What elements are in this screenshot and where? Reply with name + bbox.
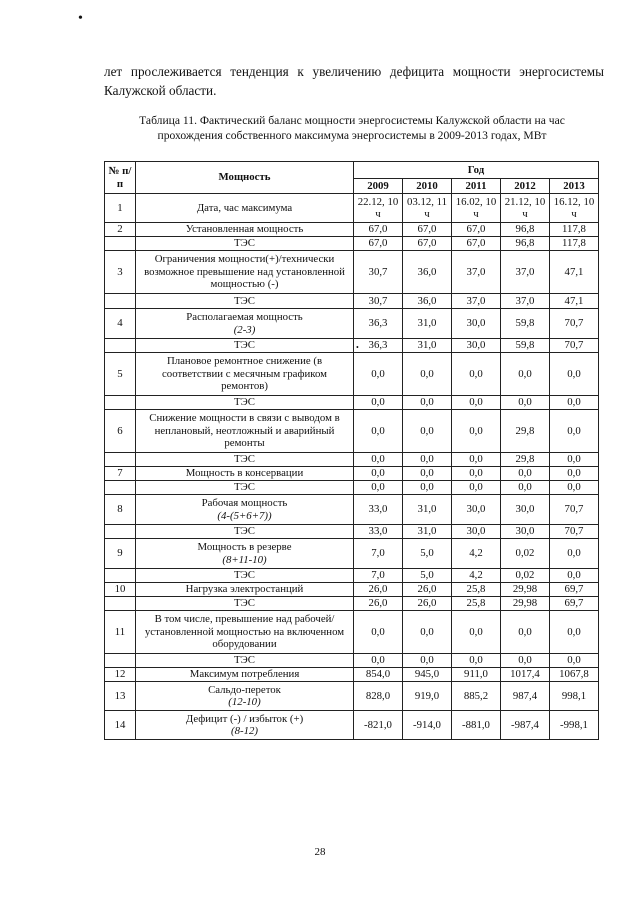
value-cell: 998,1 <box>550 682 599 711</box>
row-formula: (12-10) <box>228 696 261 708</box>
row-label: Максимум потребления <box>189 668 300 681</box>
row-label: Снижение мощности в связи с выводом в неплановый, неотложный и аварийный ремонты <box>149 412 340 450</box>
value-cell: 4,2 <box>452 569 501 583</box>
row-number-cell <box>105 237 136 251</box>
value-cell: 21.12, 10 ч <box>501 194 550 223</box>
value-cell: 47,1 <box>550 251 599 294</box>
value-cell: 0,0 <box>403 396 452 410</box>
row-label: ТЭС <box>234 525 255 538</box>
value-cell: 0,0 <box>550 396 599 410</box>
value-cell: 26,0 <box>403 597 452 611</box>
header-year: 2009 <box>354 179 403 194</box>
value-cell: 30,0 <box>452 309 501 339</box>
row-label: Плановое ремонтное снижение (в соответствии с месячным графиком ремонтов) <box>162 355 327 393</box>
row-number-cell <box>105 654 136 668</box>
row-label: Дефицит (-) / избыток (+) <box>185 712 304 725</box>
row-label-cell <box>136 654 354 668</box>
value-cell: 29,8 <box>501 453 550 467</box>
value-cell: 67,0 <box>354 237 403 251</box>
row-label-cell <box>136 410 354 453</box>
table-row <box>105 668 599 682</box>
row-label: ТЭС <box>234 453 255 466</box>
value-cell: 911,0 <box>452 668 501 682</box>
table-row <box>105 711 599 740</box>
value-cell: 885,2 <box>452 682 501 711</box>
value-cell: 36,0 <box>403 294 452 309</box>
value-cell: 70,7 <box>550 495 599 525</box>
row-label: Дата, час максимума <box>196 201 293 214</box>
table-row <box>105 611 599 654</box>
value-cell: 47,1 <box>550 294 599 309</box>
value-cell: 37,0 <box>501 294 550 309</box>
row-number-cell: 10 <box>105 583 136 597</box>
value-cell: -881,0 <box>452 711 501 740</box>
value-cell: 36,0 <box>403 251 452 294</box>
row-label: ТЭС <box>234 339 255 352</box>
value-cell: 0,0 <box>550 410 599 453</box>
table-row <box>105 597 599 611</box>
row-label-cell <box>136 353 354 396</box>
value-cell: 31,0 <box>403 309 452 339</box>
value-cell: 0,0 <box>452 353 501 396</box>
value-cell: 26,0 <box>403 583 452 597</box>
value-cell: 0,0 <box>501 353 550 396</box>
value-cell: 0,0 <box>403 654 452 668</box>
value-cell: 33,0 <box>354 495 403 525</box>
value-cell: 5,0 <box>403 539 452 569</box>
value-cell: 7,0 <box>354 539 403 569</box>
table-row <box>105 525 599 539</box>
value-cell: 16.02, 10 ч <box>452 194 501 223</box>
value-cell: 0,0 <box>452 611 501 654</box>
row-label-cell <box>136 525 354 539</box>
row-label: Сальдо-переток <box>208 683 281 696</box>
value-cell: 0,0 <box>403 453 452 467</box>
row-number-cell: 11 <box>105 611 136 654</box>
value-cell: 0,0 <box>403 467 452 481</box>
value-cell: -987,4 <box>501 711 550 740</box>
header-num: № п/п <box>105 162 136 194</box>
row-number-cell: 7 <box>105 467 136 481</box>
value-cell: 31,0 <box>403 495 452 525</box>
value-cell: 0,0 <box>501 396 550 410</box>
value-cell: 7,0 <box>354 569 403 583</box>
value-cell: 0,0 <box>550 467 599 481</box>
row-label: Установленная мощность <box>185 223 304 236</box>
row-label-cell <box>136 495 354 525</box>
header-year-group: Год <box>354 162 599 179</box>
row-label: Нагрузка электростанций <box>185 583 304 596</box>
value-cell: 919,0 <box>403 682 452 711</box>
power-balance-table <box>104 161 599 740</box>
value-cell: 30,0 <box>501 495 550 525</box>
value-cell: 0,0 <box>550 453 599 467</box>
value-cell: 945,0 <box>403 668 452 682</box>
row-label: ТЭС <box>234 481 255 494</box>
row-label: ТЭС <box>234 237 255 250</box>
value-cell: 0,02 <box>501 539 550 569</box>
value-cell: 0,0 <box>452 410 501 453</box>
value-cell: 0,0 <box>354 353 403 396</box>
row-label-cell <box>136 569 354 583</box>
row-number-cell: 14 <box>105 711 136 740</box>
value-cell: 25,8 <box>452 597 501 611</box>
value-cell: 37,0 <box>452 294 501 309</box>
value-cell: 70,7 <box>550 309 599 339</box>
row-formula: (8+11-10) <box>222 553 267 566</box>
value-cell: 70,7 <box>550 339 599 353</box>
value-cell: 25,8 <box>452 583 501 597</box>
table-row <box>105 339 599 353</box>
table-row <box>105 453 599 467</box>
table-row <box>105 223 599 237</box>
row-label-cell <box>136 711 354 740</box>
value-cell: 30,0 <box>501 525 550 539</box>
value-cell: 0,02 <box>501 569 550 583</box>
row-label: Мощность в консервации <box>185 467 304 480</box>
value-cell: 117,8 <box>550 223 599 237</box>
value-cell: 0,0 <box>403 481 452 495</box>
row-number-cell: 6 <box>105 410 136 453</box>
row-label: Ограничения мощности(+)/технически возможное превышение над установленной мощностью (-) <box>144 253 345 291</box>
value-cell: 0,0 <box>550 539 599 569</box>
value-cell: 70,7 <box>550 525 599 539</box>
table-row <box>105 467 599 481</box>
value-cell: 30,0 <box>452 339 501 353</box>
row-label-cell <box>136 453 354 467</box>
row-label: В том числе, превышение над рабочей/установленной мощностью на включенном оборудовании <box>144 613 345 651</box>
row-label: ТЭС <box>234 396 255 409</box>
value-cell: 0,0 <box>550 569 599 583</box>
value-cell: 96,8 <box>501 237 550 251</box>
table-header <box>105 162 599 194</box>
value-cell: 854,0 <box>354 668 403 682</box>
value-cell: 0,0 <box>354 453 403 467</box>
row-number-cell <box>105 525 136 539</box>
value-cell: 0,0 <box>354 654 403 668</box>
value-cell: 0,0 <box>452 654 501 668</box>
value-cell: 96,8 <box>501 223 550 237</box>
value-cell: 29,98 <box>501 583 550 597</box>
value-cell: 0,0 <box>403 410 452 453</box>
row-number-cell <box>105 396 136 410</box>
value-cell: 0,0 <box>354 611 403 654</box>
value-cell: 5,0 <box>403 569 452 583</box>
row-formula: (8-12) <box>231 725 258 737</box>
value-cell: 16.12, 10 ч <box>550 194 599 223</box>
value-cell: 36,3 <box>354 339 403 353</box>
value-cell: 1067,8 <box>550 668 599 682</box>
row-label: Располагаемая мощность <box>186 311 303 323</box>
value-cell: 59,8 <box>501 339 550 353</box>
row-number-cell <box>105 453 136 467</box>
row-number-cell: 13 <box>105 682 136 711</box>
table-row <box>105 353 599 396</box>
value-cell: 0,0 <box>354 467 403 481</box>
row-label-cell <box>136 237 354 251</box>
table-row <box>105 396 599 410</box>
table-row <box>105 237 599 251</box>
value-cell: 0,0 <box>550 611 599 654</box>
value-cell: -998,1 <box>550 711 599 740</box>
value-cell: 33,0 <box>354 525 403 539</box>
row-label-cell <box>136 539 354 569</box>
table-row <box>105 194 599 223</box>
value-cell: 117,8 <box>550 237 599 251</box>
row-number-cell <box>105 569 136 583</box>
table-row <box>105 309 599 339</box>
row-label-cell <box>136 339 354 353</box>
bullet-mark: • <box>78 11 83 26</box>
value-cell: 0,0 <box>354 396 403 410</box>
row-label-cell <box>136 194 354 223</box>
value-cell: 67,0 <box>452 237 501 251</box>
value-cell: 31,0 <box>403 525 452 539</box>
value-cell: 0,0 <box>501 467 550 481</box>
header-year: 2012 <box>501 179 550 194</box>
row-label-cell <box>136 682 354 711</box>
row-label-cell <box>136 583 354 597</box>
row-label-cell <box>136 481 354 495</box>
row-label: Мощность в резерве <box>197 541 292 553</box>
row-number-cell <box>105 481 136 495</box>
row-label: ТЭС <box>234 597 255 610</box>
row-label-cell <box>136 597 354 611</box>
value-cell: 22.12, 10 ч <box>354 194 403 223</box>
row-number-cell <box>105 294 136 309</box>
row-formula: (4-(5+6+7)) <box>217 509 272 522</box>
page-number: 28 <box>314 846 326 858</box>
value-cell: 0,0 <box>403 353 452 396</box>
row-formula: (2-3) <box>233 323 256 336</box>
value-cell: 0,0 <box>501 654 550 668</box>
value-cell: 59,8 <box>501 309 550 339</box>
value-cell: 67,0 <box>354 223 403 237</box>
table-body <box>105 194 599 740</box>
value-cell: 0,0 <box>452 467 501 481</box>
row-number-cell: 5 <box>105 353 136 396</box>
value-cell: 29,98 <box>501 597 550 611</box>
row-number-cell <box>105 339 136 353</box>
row-number-cell: 2 <box>105 223 136 237</box>
table-row <box>105 654 599 668</box>
row-label-cell <box>136 223 354 237</box>
header-year: 2011 <box>452 179 501 194</box>
table-row <box>105 583 599 597</box>
value-cell: -914,0 <box>403 711 452 740</box>
value-cell: 26,0 <box>354 583 403 597</box>
row-label-cell <box>136 251 354 294</box>
scan-speck: • <box>356 343 359 352</box>
header-year: 2010 <box>403 179 452 194</box>
table-caption: Таблица 11. Фактический баланс мощности энергосистемы Калужской области на час прохождения собственного максимума энергосистемы в 2009-2013 годах, МВт <box>139 114 565 142</box>
value-cell: 26,0 <box>354 597 403 611</box>
row-number-cell: 1 <box>105 194 136 223</box>
value-cell: 69,7 <box>550 583 599 597</box>
row-label-cell <box>136 467 354 481</box>
table-row <box>105 495 599 525</box>
row-label-cell <box>136 309 354 339</box>
value-cell: 0,0 <box>550 654 599 668</box>
row-label: Рабочая мощность <box>201 497 288 509</box>
value-cell: 4,2 <box>452 539 501 569</box>
value-cell: 31,0 <box>403 339 452 353</box>
value-cell: 0,0 <box>403 611 452 654</box>
value-cell: 03.12, 11 ч <box>403 194 452 223</box>
row-number-cell: 9 <box>105 539 136 569</box>
value-cell: 37,0 <box>501 251 550 294</box>
row-label: ТЭС <box>234 654 255 667</box>
table-row <box>105 251 599 294</box>
value-cell: 0,0 <box>550 481 599 495</box>
value-cell: 30,0 <box>452 525 501 539</box>
value-cell: 67,0 <box>403 223 452 237</box>
value-cell: 0,0 <box>452 481 501 495</box>
value-cell: 36,3 <box>354 309 403 339</box>
value-cell: -821,0 <box>354 711 403 740</box>
row-label-cell <box>136 611 354 654</box>
value-cell: 37,0 <box>452 251 501 294</box>
value-cell: 30,7 <box>354 294 403 309</box>
row-label: ТЭС <box>234 294 255 307</box>
table-row <box>105 481 599 495</box>
row-number-cell: 3 <box>105 251 136 294</box>
value-cell: 29,8 <box>501 410 550 453</box>
value-cell: 30,0 <box>452 495 501 525</box>
value-cell: 0,0 <box>452 396 501 410</box>
value-cell: 1017,4 <box>501 668 550 682</box>
value-cell: 30,7 <box>354 251 403 294</box>
row-label-cell <box>136 294 354 309</box>
table-row <box>105 294 599 309</box>
value-cell: 828,0 <box>354 682 403 711</box>
table-row <box>105 682 599 711</box>
value-cell: 67,0 <box>452 223 501 237</box>
header-power: Мощность <box>136 162 354 194</box>
row-label: ТЭС <box>234 569 255 582</box>
value-cell: 0,0 <box>354 481 403 495</box>
value-cell: 67,0 <box>403 237 452 251</box>
header-year: 2013 <box>550 179 599 194</box>
table-row <box>105 410 599 453</box>
intro-paragraph: лет прослеживается тенденция к увеличению дефицита мощности энергосистемы Калужской области. <box>104 64 604 98</box>
value-cell: 987,4 <box>501 682 550 711</box>
row-label-cell <box>136 668 354 682</box>
row-number-cell: 8 <box>105 495 136 525</box>
table-row <box>105 539 599 569</box>
value-cell: 0,0 <box>452 453 501 467</box>
value-cell: 0,0 <box>501 611 550 654</box>
row-number-cell: 12 <box>105 668 136 682</box>
value-cell: 0,0 <box>354 410 403 453</box>
value-cell: 0,0 <box>501 481 550 495</box>
row-label-cell <box>136 396 354 410</box>
row-number-cell <box>105 597 136 611</box>
row-number-cell: 4 <box>105 309 136 339</box>
value-cell: 69,7 <box>550 597 599 611</box>
value-cell: 0,0 <box>550 353 599 396</box>
table-row <box>105 569 599 583</box>
